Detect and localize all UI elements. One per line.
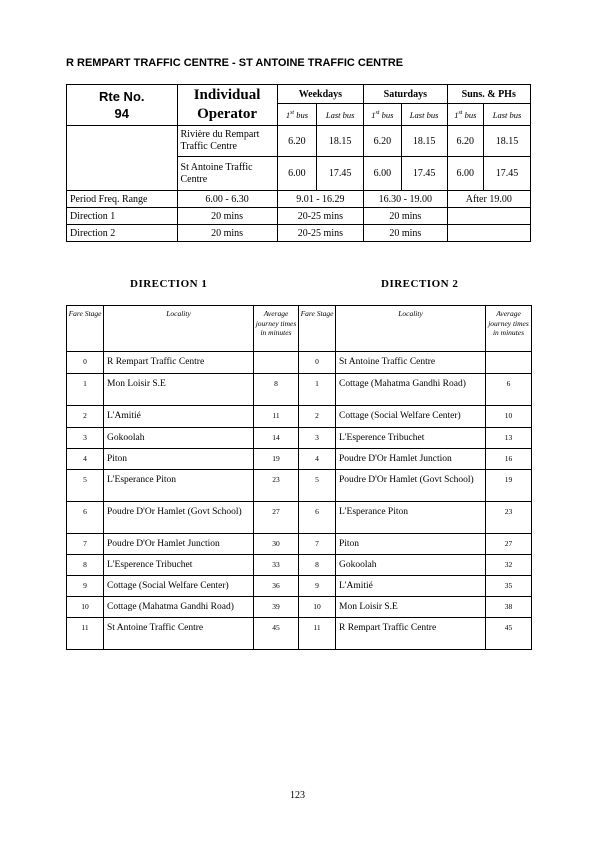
fare-stage-cell: 3 (67, 428, 104, 449)
wd-last: 18.15 (317, 126, 364, 157)
direction1-row (67, 208, 531, 225)
direction1-heading: DIRECTION 1 (130, 278, 208, 290)
wd-last-header: Last bus (317, 104, 364, 126)
weekdays-header: Weekdays (277, 85, 364, 104)
wd-first-header: 1st bus (277, 104, 317, 126)
locality-cell: Gokoolah (104, 428, 254, 449)
avg-time-cell: 27 (486, 534, 532, 555)
table-row (67, 502, 532, 534)
avg-time-cell: 23 (486, 502, 532, 534)
freq-cell: 20-25 mins (277, 208, 364, 225)
avg-time-cell: 10 (486, 406, 532, 428)
sat-first-header: 1st bus (364, 104, 402, 126)
page-title: R REMPART TRAFFIC CENTRE - ST ANTOINE TRAFFIC CENTRE (66, 57, 404, 69)
locality-cell: R Rempart Traffic Centre (336, 618, 486, 650)
direction1-label: Direction 1 (67, 208, 178, 225)
locality-cell: L'Esperence Tribuchet (104, 555, 254, 576)
avg-time-cell: 30 (254, 534, 299, 555)
fare-stage-cell: 5 (67, 470, 104, 502)
saturdays-header: Saturdays (364, 85, 447, 104)
sun-first: 6.20 (447, 126, 483, 157)
sun-first-header: 1st bus (447, 104, 483, 126)
schedule-row (67, 126, 531, 157)
locality-cell: L'Amitié (104, 406, 254, 428)
locality-cell: Mon Loisir S.E (336, 597, 486, 618)
period-range: 9.01 - 16.29 (277, 191, 364, 208)
locality-cell: Cottage (Mahatma Gandhi Road) (104, 597, 254, 618)
avg-time-cell: 27 (254, 502, 299, 534)
page-number: 123 (290, 790, 305, 801)
avg-time-header: Average journey times in minutes (486, 306, 532, 352)
table-row (67, 555, 532, 576)
fare-stage-cell: 1 (67, 374, 104, 406)
avg-time-cell: 32 (486, 555, 532, 576)
sun-last-header: Last bus (484, 104, 531, 126)
avg-time-cell: 33 (254, 555, 299, 576)
avg-time-cell: 19 (254, 449, 299, 470)
freq-cell: 20 mins (364, 208, 447, 225)
fare-stage-cell: 0 (67, 352, 104, 374)
sat-last: 18.15 (401, 126, 447, 157)
table-row (67, 470, 532, 502)
sun-last: 17.45 (484, 157, 531, 191)
locality-cell: Piton (104, 449, 254, 470)
avg-time-header: Average journey times in minutes (254, 306, 299, 352)
locality-cell: Poudre D'Or Hamlet Junction (336, 449, 486, 470)
place-name: Rivière du Rempart Traffic Centre (177, 126, 277, 157)
table-row (67, 534, 532, 555)
avg-time-cell: 45 (254, 618, 299, 650)
fare-stage-header: Fare Stage (299, 306, 336, 352)
fare-stage-header: Fare Stage (67, 306, 104, 352)
locality-cell: Poudre D'Or Hamlet (Govt School) (104, 502, 254, 534)
period-range: 6.00 - 6.30 (177, 191, 277, 208)
freq-cell (447, 208, 530, 225)
locality-cell: Cottage (Social Welfare Center) (104, 576, 254, 597)
freq-cell (447, 225, 530, 242)
locality-cell: L'Esperance Piton (336, 502, 486, 534)
operator-header: Individual Operator (177, 85, 277, 126)
schedule-table (66, 84, 531, 242)
avg-time-cell (254, 352, 299, 374)
avg-time-cell: 36 (254, 576, 299, 597)
wd-first: 6.20 (277, 126, 317, 157)
avg-time-cell (486, 352, 532, 374)
period-range: 16.30 - 19.00 (364, 191, 447, 208)
table-row (67, 597, 532, 618)
fare-stage-cell: 0 (299, 352, 336, 374)
direction2-label: Direction 2 (67, 225, 178, 242)
table-row (67, 576, 532, 597)
avg-time-cell: 13 (486, 428, 532, 449)
locality-cell: R Rempart Traffic Centre (104, 352, 254, 374)
fare-stage-cell: 2 (299, 406, 336, 428)
locality-cell: St Antoine Traffic Centre (336, 352, 486, 374)
route-blank (67, 126, 178, 191)
fare-stage-cell: 11 (67, 618, 104, 650)
sat-first: 6.20 (364, 126, 402, 157)
route-number: 94 (114, 106, 129, 121)
sat-last: 17.45 (401, 157, 447, 191)
locality-header: Locality (336, 306, 486, 352)
table-row (67, 449, 532, 470)
locality-cell: Cottage (Mahatma Gandhi Road) (336, 374, 486, 406)
period-label: Period Freq. Range (67, 191, 178, 208)
locality-cell: Mon Loisir S.E (104, 374, 254, 406)
table-row (67, 352, 532, 374)
avg-time-cell: 38 (486, 597, 532, 618)
fare-stage-cell: 10 (67, 597, 104, 618)
locality-cell: Gokoolah (336, 555, 486, 576)
place-name: St Antoine Traffic Centre (177, 157, 277, 191)
sat-first: 6.00 (364, 157, 402, 191)
route-cell (67, 85, 178, 126)
wd-last: 17.45 (317, 157, 364, 191)
avg-time-cell: 45 (486, 618, 532, 650)
wd-first: 6.00 (277, 157, 317, 191)
avg-time-cell: 39 (254, 597, 299, 618)
avg-time-cell: 16 (486, 449, 532, 470)
freq-cell: 20 mins (177, 225, 277, 242)
fare-stage-cell: 7 (67, 534, 104, 555)
fare-stage-cell: 2 (67, 406, 104, 428)
locality-cell: Poudre D'Or Hamlet (Govt School) (336, 470, 486, 502)
locality-cell: L'Esperence Tribuchet (336, 428, 486, 449)
table-row (67, 618, 532, 650)
fare-stage-cell: 7 (299, 534, 336, 555)
sat-last-header: Last bus (401, 104, 447, 126)
fare-stage-cell: 6 (299, 502, 336, 534)
fare-stage-cell: 6 (67, 502, 104, 534)
fare-stage-cell: 9 (67, 576, 104, 597)
freq-cell: 20 mins (364, 225, 447, 242)
route-label: Rte No. (99, 89, 145, 104)
avg-time-cell: 8 (254, 374, 299, 406)
fare-stage-cell: 11 (299, 618, 336, 650)
locality-cell: St Antoine Traffic Centre (104, 618, 254, 650)
locality-cell: Poudre D'Or Hamlet Junction (104, 534, 254, 555)
stops-table (66, 305, 532, 650)
sun-first: 6.00 (447, 157, 483, 191)
fare-stage-cell: 8 (67, 555, 104, 576)
avg-time-cell: 6 (486, 374, 532, 406)
period-range: After 19.00 (447, 191, 530, 208)
sundays-header: Suns. & PHs (447, 85, 530, 104)
direction2-heading: DIRECTION 2 (381, 278, 459, 290)
freq-cell: 20 mins (177, 208, 277, 225)
fare-stage-cell: 8 (299, 555, 336, 576)
locality-cell: L'Esperance Piton (104, 470, 254, 502)
fare-stage-cell: 10 (299, 597, 336, 618)
locality-cell: L'Amitié (336, 576, 486, 597)
avg-time-cell: 11 (254, 406, 299, 428)
table-row (67, 428, 532, 449)
avg-time-cell: 14 (254, 428, 299, 449)
fare-stage-cell: 4 (67, 449, 104, 470)
table-row (67, 406, 532, 428)
locality-header: Locality (104, 306, 254, 352)
fare-stage-cell: 4 (299, 449, 336, 470)
table-row (67, 374, 532, 406)
locality-cell: Cottage (Social Welfare Center) (336, 406, 486, 428)
fare-stage-cell: 9 (299, 576, 336, 597)
locality-cell: Piton (336, 534, 486, 555)
fare-stage-cell: 3 (299, 428, 336, 449)
freq-cell: 20-25 mins (277, 225, 364, 242)
fare-stage-cell: 1 (299, 374, 336, 406)
avg-time-cell: 23 (254, 470, 299, 502)
avg-time-cell: 35 (486, 576, 532, 597)
period-row (67, 191, 531, 208)
stops-body (67, 352, 532, 650)
fare-stage-cell: 5 (299, 470, 336, 502)
direction2-row (67, 225, 531, 242)
sun-last: 18.15 (484, 126, 531, 157)
avg-time-cell: 19 (486, 470, 532, 502)
